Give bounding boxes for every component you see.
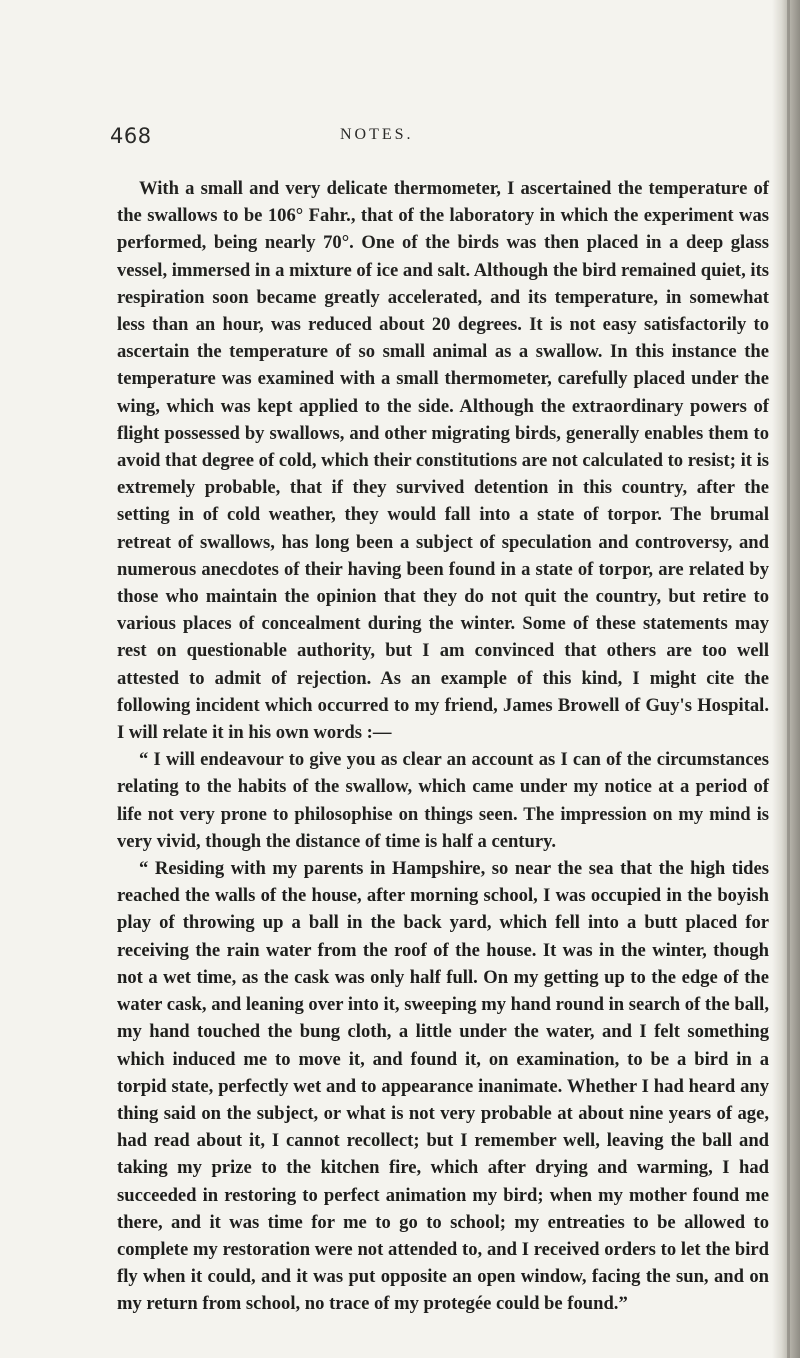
paragraph-thermometer-experiment: With a small and very delicate thermometer, I ascertained the temperature of the swallows to be 106° Fahr., that of the laboratory in which the experiment was performed, being nearly 70°. One of the birds was then placed in a deep glass vessel, immersed in a mixture of ice and salt. Although the bird remained quiet, its respiration soon became greatly accelerated, and its temperature, in somewhat less than an hour, was reduced about 20 degrees. It is not easy satisfactorily to ascertain the temperature of so small animal as a swallow. In this instance the temperature was examined with a small thermometer, carefully placed under the wing, which was kept applied to the side. Although the extraordinary powers of flight possessed by swallows, and other migrating birds, generally enables them to avoid that degree of cold, which their constitutions are not calculated to resist; it is extremely probable, that if they survived detention in this country, after the setting in of cold weather, they would fall into a state of torpor. The brumal retreat of swallows, has long been a subject of speculation and controversy, and numerous anecdotes of their having been found in a state of torpor, are related by those who maintain the opinion that they do not quit the country, but retire to various places of concealment during the winter. Some of these statements may rest on questionable authority, but I am convinced that others are too well attested to admit of rejection. As an example of this kind, I might cite the following incident which occurred to my friend, James Browell of Guy's Hospital. I will relate it in his own words :— [117,178,769,744]
page-edge-shadow [772,0,800,1358]
paragraph-browell-intro: “ I will endeavour to give you as clear an account as I can of the circumstances relating to the habits of the swallow, which came under my notice at a period of life not very prone to philosophise on things seen. The impression on my mind is very vivid, though the distance of time is half a century. [117,749,769,852]
page-header [110,124,760,158]
body-text [117,175,769,1318]
page-number: 468 [110,124,152,148]
page-edge-line [787,0,790,1358]
paragraph-browell-account: “ Residing with my parents in Hampshire, so near the sea that the high tides reached the walls of the house, after morning school, I was occupied in the boyish play of throwing up a ball in the back yard, which fell into a butt placed for receiving the rain water from the roof of the house. It was in the winter, though not a wet time, as the cask was only half full. On my getting up to the edge of the water cask, and leaning over into it, sweeping my hand round in search of the ball, my hand touched the bung cloth, a little under the water, and I felt something which induced me to move it, and found it, on examination, to be a bird in a torpid state, perfectly wet and to appearance inanimate. Whether I had heard any thing said on the subject, or what is not very probable at about nine years of age, had read about it, I cannot recollect; but I remember well, leaving the ball and taking my prize to the kitchen fire, which after drying and warming, I had succeeded in restoring to perfect animation my bird; when my mother found me there, and it was time for me to go to school; my entreaties to be allowed to complete my restoration were not attended to, and I received orders to let the bird fly when it could, and it was put opposite an open window, facing the sun, and on my return from school, no trace of my protegée could be found.” [117,858,769,1315]
running-head: NOTES. [340,126,414,143]
